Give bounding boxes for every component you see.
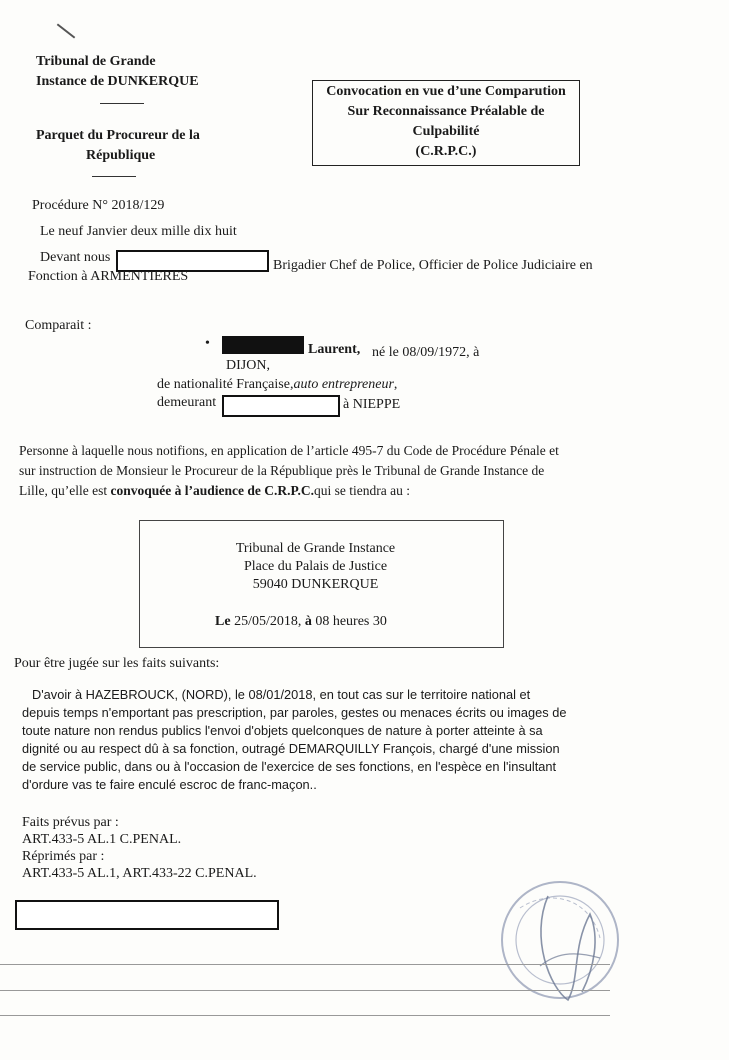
tribunal-line2: Instance de DUNKERQUE: [36, 74, 199, 89]
title-line3: Culpabilité: [412, 124, 480, 139]
officer-title: Brigadier Chef de Police, Officier de Police Judiciaire en: [273, 258, 593, 273]
redacted-signature-block: [15, 900, 279, 930]
notification-line3-b: convoquée à l’audience de C.R.P.C.: [110, 483, 314, 498]
parquet-line1: Parquet du Procureur de la: [36, 128, 200, 143]
title-text: [312, 82, 580, 162]
facts-line: de service public, dans ou à l'occasion de l'exercice de ses fonctions, en l'espèce en l'insultant: [22, 759, 557, 774]
notification-paragraph: [19, 441, 719, 501]
hearing-date: [215, 614, 387, 630]
redacted-surname: [222, 336, 304, 354]
reprimes-label: Réprimés par :: [22, 849, 105, 864]
title-line1: Convocation en vue d’une Comparution: [326, 84, 566, 99]
venue-address: [139, 540, 502, 594]
header-separator-1: [100, 103, 144, 104]
facts-line: depuis temps n'emportant pas prescription, par paroles, gestes ou menaces écrits ou images de: [22, 705, 567, 720]
notification-line3-c: qui se tiendra au :: [313, 483, 410, 498]
facts-paragraph: [22, 686, 722, 794]
comparait-label: Comparait :: [25, 318, 92, 333]
facts-line: d'ordure vas te faire enculé escroc de franc-maçon..: [22, 777, 317, 792]
pen-mark: [57, 23, 76, 38]
legal-references: [22, 814, 257, 882]
hearing-date-a: Le: [215, 614, 231, 629]
procedure-number: Procédure N° 2018/129: [32, 198, 165, 213]
facts-intro: Pour être jugée sur les faits suivants:: [14, 656, 220, 671]
bottom-rule-2: [0, 990, 610, 991]
accused-birth-city: DIJON,: [226, 358, 270, 373]
officer-fonction: Fonction à ARMENTIERES: [28, 269, 189, 284]
procedure-date: Le neuf Janvier deux mille dix huit: [40, 224, 237, 239]
hearing-date-d: 08 heures 30: [311, 614, 387, 629]
notification-line3-a: Lille, qu’elle est: [19, 483, 111, 498]
profession-text: auto entrepreneur: [293, 377, 394, 392]
redacted-address: [222, 395, 340, 417]
tribunal-heading: [36, 52, 199, 92]
bullet: •: [205, 336, 210, 351]
nationality-text: de nationalité Française,: [157, 377, 294, 392]
bottom-rule-3: [0, 1015, 610, 1016]
bottom-rule-1: [0, 964, 610, 965]
parquet-line2: République: [86, 148, 156, 163]
notification-line1: Personne à laquelle nous notifions, en application de l’article 495-7 du Code de Procédure Pénale et: [19, 443, 559, 458]
hearing-date-b: 25/05/2018,: [230, 614, 305, 629]
devant-nous: Devant nous: [40, 250, 111, 265]
reprimes-value: ART.433-5 AL.1, ART.433-22 C.PENAL.: [22, 866, 257, 881]
demeurant-label: demeurant: [157, 395, 217, 410]
tribunal-line1: Tribunal de Grande: [36, 54, 156, 69]
venue-line3: 59040 DUNKERQUE: [252, 577, 379, 592]
official-stamp: [480, 868, 650, 1018]
facts-line: dignité ou au respect dû à sa fonction, outragé DEMARQUILLY François, chargé d'une mission: [22, 741, 560, 756]
hearing-date-c: à: [304, 614, 312, 629]
prevus-value: ART.433-5 AL.1 C.PENAL.: [22, 832, 182, 847]
venue-line2: Place du Palais de Justice: [243, 559, 388, 574]
notification-line2: sur instruction de Monsieur le Procureur de la République près le Tribunal de Grande Instance de: [19, 463, 545, 478]
parquet-heading: [36, 126, 200, 166]
facts-line: D'avoir à HAZEBROUCK, (NORD), le 08/01/2018, en tout cas sur le territoire national et: [32, 687, 531, 702]
accused-first-name: Laurent,: [308, 342, 361, 357]
venue-line1: Tribunal de Grande Instance: [235, 541, 396, 556]
title-line2: Sur Reconnaissance Préalable de: [347, 104, 545, 119]
title-line4: (C.R.P.C.): [415, 144, 477, 159]
accused-birth: né le 08/09/1972, à: [372, 345, 480, 360]
profession-end: ,: [393, 377, 398, 392]
notification-line3: [19, 481, 719, 501]
facts-line: toute nature non rendus publics l'envoi d'objets quelconques de nature à porter atteinte à sa: [22, 723, 543, 738]
header-separator-2: [92, 176, 136, 177]
accused-nationality: [157, 377, 397, 393]
accused-town: à NIEPPE: [343, 397, 401, 412]
prevus-label: Faits prévus par :: [22, 815, 119, 830]
